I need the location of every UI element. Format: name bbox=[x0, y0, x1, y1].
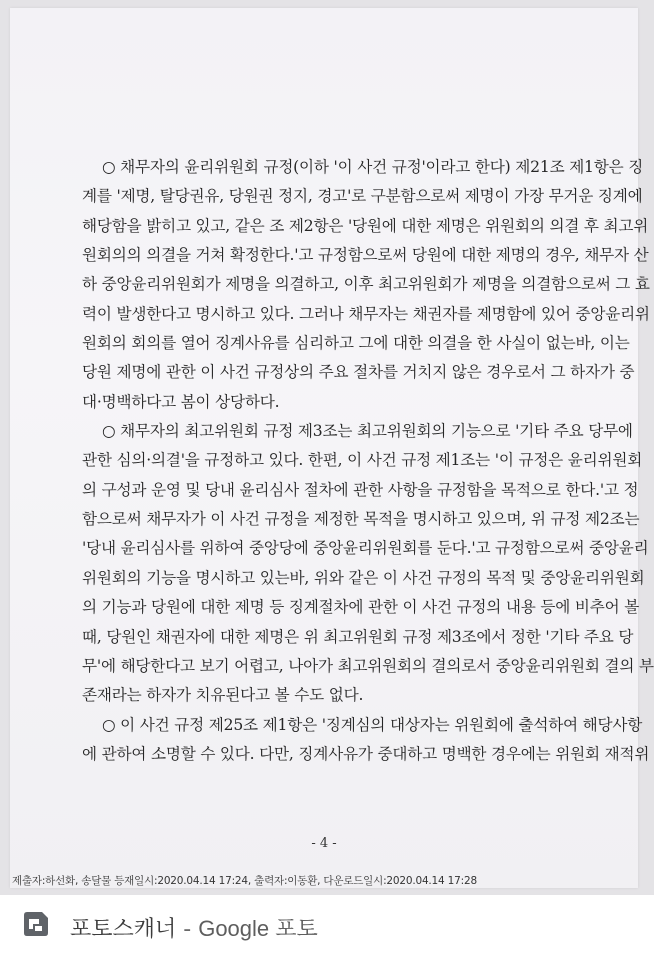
document-line: 의 기능과 당원에 대한 제명 등 징계절차에 관한 이 사건 규정의 내용 등에 비추어 볼 bbox=[82, 598, 640, 617]
document-line: ○ 채무자의 윤리위원회 규정(이하 '이 사건 규정'이라고 한다) 제21조 제1항은 징 bbox=[102, 158, 644, 176]
document-line: 에 관하여 소명할 수 있다. 다만, 징계사유가 중대하고 명백한 경우에는 위원회 재적위 bbox=[82, 744, 650, 763]
document-line: 때, 당원인 채권자에 대한 제명은 위 최고위원회 규정 제3조에서 정한 '기타 주요 당 bbox=[82, 627, 634, 646]
scanned-document-page bbox=[10, 8, 654, 888]
document-line: 하 중앙윤리위원회가 제명을 의결하고, 이후 최고위원회가 제명을 의결함으로써 그 효 bbox=[82, 275, 650, 294]
app-name: 포토스캐너 bbox=[70, 917, 177, 942]
document-line: 함으로써 채무자가 이 사건 규정을 제정한 목적을 명시하고 있으며, 위 규정 제2조는 bbox=[82, 510, 640, 529]
document-line: ○ 채무자의 최고위원회 규정 제3조는 최고위원회의 기능으로 '기타 주요 당무에 bbox=[102, 422, 633, 441]
brand-name: Google 포토 bbox=[198, 916, 318, 941]
document-line: 위원회의 기능을 명시하고 있는바, 위와 같은 이 사건 규정의 목적 및 중앙윤리위원회 bbox=[82, 568, 645, 587]
document-line: 력이 발생한다고 명시하고 있다. 그러나 채무자는 채권자를 제명함에 있어 중앙윤리위 bbox=[82, 304, 650, 323]
document-line: 해당함을 밝히고 있고, 같은 조 제2항은 '당원에 대한 제명은 위원회의 의결 후 최고위 bbox=[82, 216, 649, 235]
document-line: 계를 '제명, 탈당권유, 당원권 정지, 경고'로 구분함으로써 제명이 가장 무거운 징계에 bbox=[82, 187, 643, 206]
document-line: 의 구성과 운영 및 당내 윤리심사 절차에 관한 사항을 규정함을 목적으로 한다.'고 정 bbox=[82, 480, 639, 499]
document-line: ○ 이 사건 규정 제25조 제1항은 '징계심의 대상자는 위원회에 출석하여 해당사항 bbox=[102, 715, 643, 734]
document-line: 원회의 회의를 열어 징계사유를 심리하고 그에 대한 의결을 한 사실이 없는바, 이는 bbox=[82, 334, 630, 353]
document-line: 무'에 해당한다고 보기 어렵고, 나아가 최고위원회의 결의로서 중앙윤리위원회 결의 부 bbox=[82, 656, 654, 675]
submission-footer: 제출자:하선화, 송달물 등재일시:2020.04.14 17:24, 출력자:이동환, 다운로드일시:2020.04.14 17:28 bbox=[12, 875, 477, 887]
document-body bbox=[82, 153, 654, 769]
title-separator: - bbox=[176, 917, 199, 942]
document-line: 원회의의 의결을 거쳐 확정한다.'고 규정함으로써 당원에 대한 제명의 경우, 채무자 산 bbox=[82, 246, 649, 265]
document-line: 관한 심의·의결'을 규정하고 있다. 한편, 이 사건 규정 제1조는 '이 규정은 윤리위원회 bbox=[82, 451, 643, 470]
app-title bbox=[70, 912, 318, 943]
page-number: - 4 - bbox=[311, 836, 337, 851]
document-line: 존재라는 하자가 치유된다고 볼 수도 없다. bbox=[82, 686, 364, 705]
document-line: '당내 윤리심사를 위하여 중앙당에 중앙윤리위원회를 둔다.'고 규정함으로써 중앙윤리 bbox=[82, 539, 649, 558]
document-line: 대·명백하다고 봄이 상당하다. bbox=[82, 392, 280, 411]
document-line: 당원 제명에 관한 이 사건 규정상의 주요 절차를 거치지 않은 경우로서 그 하자가 중 bbox=[82, 363, 635, 382]
photo-scanner-icon bbox=[22, 910, 50, 938]
app-attribution-bar bbox=[0, 895, 654, 960]
